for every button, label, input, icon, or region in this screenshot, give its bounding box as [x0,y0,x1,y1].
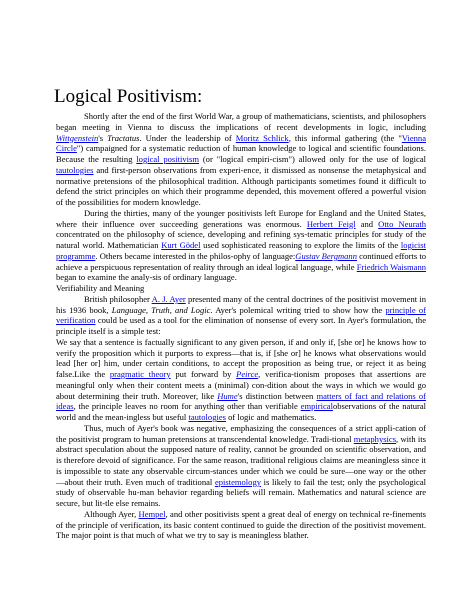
text-run: and first-person observations from experi-ence, it dismissed as nonsense the metaphysical and normative pretensions of the philosophical tradition. Although participants sometimes found it difficult to defend the strict principles on which their programme depended, this movement offered a powerful vision of the possibilities for modern knowledge. [56,164,426,207]
inline-link[interactable]: Wittgenstein [56,132,99,143]
inline-link[interactable]: empirical [300,401,333,412]
paragraph-vienna-circle [56,111,426,208]
text-run: continued efforts to achieve a perspicuous representation of reality through an ideal logical language, while [56,250,427,272]
text-run: of logic and mathematics. [225,412,317,422]
inline-link[interactable]: epistemology [214,476,261,487]
text-run: , and other positivists spent a great deal of energy on technical re-finements of the principle of verification, its basic content continued to guide the direction of the positivist movement. The major point is that much of what we try to say is meaningless blather. [56,508,426,541]
inline-link[interactable]: A. J. Ayer [151,293,186,304]
text-run: ") campaigned for a systematic reduction of human knowledge to logical and scientific foundations. Because the resulting [56,143,426,164]
text-run: presented many of the central doctrines of the positivist movement in his 1936 book, [56,293,427,315]
text-run: observations of the natural world and the mean-ingless but useful [56,401,426,422]
text-run: British philosopher [84,293,152,304]
text-run: could be used as a tool for the elimination of nonsense of every sort. In Ayer's formulation, the principle itself is a simple test: [56,315,426,336]
text-run: . Ayer's polemical writing tried to show how the [210,304,386,315]
text-run: used sophisticated reasoning to explore the limits of the [200,240,401,250]
inline-link[interactable]: Friedrich Waismann [356,261,426,272]
text-run: and [355,218,379,229]
inline-link[interactable]: matters of fact and relations of ideas [56,390,426,412]
text-run: Tractatus [107,132,140,143]
inline-link[interactable]: tautologies [56,164,94,175]
text-run: , with its abstract speculation about the supposed nature of reality, cannot be grounded on scientific observation, and is therefore devoid of significance. For the same reason, traditional religious claims are meaningless since it is impossible to state any observable circum-stances under which we could be sure—one way or the other—about their truth. Even much of traditional [56,433,426,487]
inline-link[interactable]: Hume [217,390,238,401]
document-body [56,111,426,541]
paragraph-younger-positivists [56,208,426,283]
text-run: Language, Truth, and Logic [111,304,211,315]
text-run: (or "logical empiri-cism") allowed only for the use of logical [199,154,426,164]
text-run: concentrated on the philosophy of science, developing and refining sys-tematic principles for study of the natural world. Mathematician [56,229,426,250]
inline-link[interactable]: Vienna Circle [56,132,426,154]
inline-link[interactable]: logicist programme [56,240,426,261]
inline-link[interactable]: Herbert Feigl [306,218,356,229]
inline-link[interactable]: metaphysics [353,433,397,444]
text-run: During the thirties, many of the younger positivists left Europe for England and the United States, where their influence over succeeding generations was enormous. [56,207,426,229]
text-run: began to examine the analy-sis of ordinary language. [56,272,237,283]
text-run: Shortly after the end of the first World War, a group of mathematicians, scientists, and philosophers began meeting in Vienna to discuss the implications of recent developments in logic, including [56,111,426,132]
inline-link[interactable]: Peirce [236,369,259,379]
section-heading: Verifiability and Meaning [56,283,145,293]
text-run: We say that a sentence is factually significant to any given person, if and only if, [she or] he knows how to verify the proposition which it purports to express—that is, if [she or] he knows what observations would lead [her or] him, under certain conditions, to accept the proposition as being true, or reject it as being false.Like the [56,336,426,379]
paragraph-ayer [56,294,426,337]
inline-link[interactable]: Moritz Schlick [235,132,289,143]
text-run: 's [98,132,108,143]
paragraph-quote [56,337,426,423]
text-run: . Under the leadership of [139,132,236,143]
text-run: . Others became interested in the philos-ophy of language: [95,250,296,261]
paragraph-conclusion [56,509,426,541]
text-run: , this informal gathering (the " [288,132,402,143]
paragraph-negative-program [56,423,426,509]
inline-link[interactable]: Hempel [138,508,166,519]
inline-link[interactable]: logical positivism [136,154,199,164]
inline-link[interactable]: tautologies [188,412,226,422]
text-run: , verifica-tionism proposes that assertions are meaningful only when their content meets a (minimal) con-dition about the ways in which we would go about determining their truth. Moreover, like [56,369,426,401]
text-run: Although Ayer, [84,508,139,519]
inline-link[interactable]: Gustav Bergmann [295,250,357,261]
text-run: is likely to fail the test; only the psychological study of observable hu-man behavior regarding beliefs will remain. Mathematics and natural science are secure, but lit-tle else remains. [56,476,426,508]
text-run: Thus, much of Ayer's book was negative, emphasizing the consequences of a strict appli-cation of the positivist program to human pretensions at transcendental knowledge. Tradi-tional [56,422,426,444]
inline-link[interactable]: principle of verification [56,304,426,326]
page-title: Logical Positivism: [54,86,203,107]
inline-link[interactable]: Kurt Gödel [161,240,201,250]
inline-link[interactable]: pragmatic theory [109,369,171,379]
inline-link[interactable]: Otto Neurath [378,218,426,229]
text-run: , the principle leaves no room for anything other than verifiable [73,401,301,412]
text-run: put forward by [170,369,237,379]
text-run: 's distinction between [237,390,317,401]
